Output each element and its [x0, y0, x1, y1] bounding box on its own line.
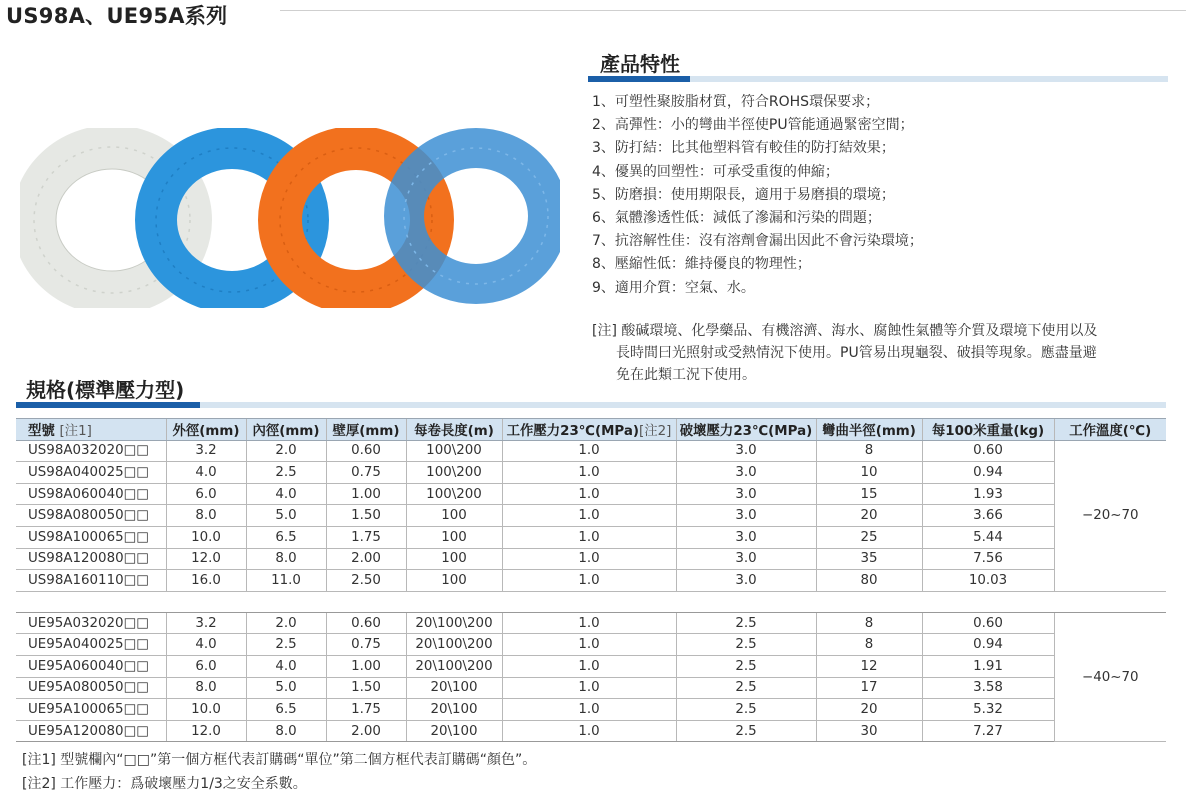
table-cell: 12.0	[166, 720, 246, 742]
table-cell: 0.60	[326, 440, 406, 462]
table-cell: US98A040025□□	[16, 462, 166, 484]
features-heading-accent	[588, 76, 690, 82]
table-cell: 2.5	[676, 720, 816, 742]
table-row	[16, 440, 1166, 462]
features-heading: 產品特性	[600, 52, 680, 76]
table-cell: 100\200	[406, 483, 502, 505]
feature-item: 2、高彈性：小的彎曲半徑使PU管能通過緊密空間；	[592, 117, 914, 134]
table-cell: UE95A032020□□	[16, 612, 166, 634]
table-cell: 6.5	[246, 526, 326, 548]
table-row	[16, 570, 1166, 592]
table-cell: 10.0	[166, 699, 246, 721]
footnote-2: [注2] 工作壓力：爲破壞壓力1/3之安全系數。	[22, 776, 307, 792]
table-cell: 1.0	[502, 634, 676, 656]
table-cell: 0.94	[922, 462, 1054, 484]
table-cell: 6.0	[166, 483, 246, 505]
spec-heading: 規格(標準壓力型)	[26, 378, 185, 402]
table-cell: US98A060040□□	[16, 483, 166, 505]
table-cell: 100\200	[406, 462, 502, 484]
table-cell: 1.0	[502, 483, 676, 505]
table-cell: 3.0	[676, 505, 816, 527]
table-cell: 6.0	[166, 655, 246, 677]
col-od: 外徑(mm)	[166, 419, 246, 441]
table-cell: 1.0	[502, 677, 676, 699]
table-cell: 1.0	[502, 612, 676, 634]
table-cell: 6.5	[246, 699, 326, 721]
table-cell: 2.0	[246, 612, 326, 634]
table-cell: 8	[816, 634, 922, 656]
feature-item: 1、可塑性聚胺脂材質，符合ROHS環保要求；	[592, 94, 880, 110]
table-cell: 5.0	[246, 677, 326, 699]
table-cell: 2.5	[246, 634, 326, 656]
table-cell: 2.5	[676, 612, 816, 634]
table-cell: 0.94	[922, 634, 1054, 656]
table-cell: 2.00	[326, 720, 406, 742]
table-cell: 16.0	[166, 570, 246, 592]
col-temp: 工作溫度(℃)	[1054, 419, 1166, 441]
table-cell: 1.0	[502, 720, 676, 742]
table-cell: 1.0	[502, 462, 676, 484]
table-row	[16, 720, 1166, 742]
table-cell: 0.60	[326, 612, 406, 634]
col-burst-pressure: 破壞壓力23℃(MPa)	[676, 419, 816, 441]
table-cell: US98A160110□□	[16, 570, 166, 592]
table-row	[16, 548, 1166, 570]
table-cell: UE95A080050□□	[16, 677, 166, 699]
table-cell: 1.0	[502, 655, 676, 677]
feature-item: 6、氣體滲透性低：減低了滲漏和污染的問題；	[592, 210, 881, 227]
table-cell: 10	[816, 462, 922, 484]
table-cell: 4.0	[166, 462, 246, 484]
table-cell: 20\100	[406, 677, 502, 699]
table-row	[16, 505, 1166, 527]
table-row	[16, 462, 1166, 484]
table-cell: UE95A100065□□	[16, 699, 166, 721]
table-cell: 8	[816, 612, 922, 634]
table-cell: 20\100	[406, 720, 502, 742]
table-cell: UE95A040025□□	[16, 634, 166, 656]
table-cell: 1.91	[922, 655, 1054, 677]
table-row	[16, 483, 1166, 505]
table-cell: 100	[406, 526, 502, 548]
table-cell: 1.50	[326, 677, 406, 699]
table-cell: 1.0	[502, 699, 676, 721]
product-photo	[20, 128, 560, 308]
col-id: 內徑(mm)	[246, 419, 326, 441]
table-cell: 100	[406, 570, 502, 592]
table-cell: 2.5	[676, 655, 816, 677]
table-cell: 3.0	[676, 483, 816, 505]
table-cell: 3.0	[676, 548, 816, 570]
feature-item: 4、優異的回塑性：可承受重復的伸縮；	[592, 163, 839, 180]
table-cell: 2.5	[676, 634, 816, 656]
table-row	[16, 612, 1166, 634]
table-cell: 20\100\200	[406, 655, 502, 677]
table-row	[16, 699, 1166, 721]
table-cell: 15	[816, 483, 922, 505]
table-cell: 8	[816, 440, 922, 462]
table-cell: 8.0	[166, 677, 246, 699]
table-cell: 3.2	[166, 440, 246, 462]
table-cell: 0.75	[326, 634, 406, 656]
table-cell: 3.0	[676, 462, 816, 484]
table-cell: 20\100	[406, 699, 502, 721]
table-cell: 20\100\200	[406, 634, 502, 656]
table-cell: 11.0	[246, 570, 326, 592]
table-cell: 1.50	[326, 505, 406, 527]
table-cell: 1.0	[502, 570, 676, 592]
table-cell: 1.00	[326, 655, 406, 677]
table-cell: 35	[816, 548, 922, 570]
table-cell: 2.5	[676, 699, 816, 721]
table-cell: 100	[406, 505, 502, 527]
col-weight: 每100米重量(kg)	[922, 419, 1054, 441]
spec-table	[16, 418, 1166, 742]
table-cell: 0.60	[922, 612, 1054, 634]
feature-item: 3、防打結：比其他塑料管有較佳的防打結效果；	[592, 140, 895, 157]
table-cell: 3.0	[676, 440, 816, 462]
table-cell: 20\100\200	[406, 612, 502, 634]
table-cell: 3.0	[676, 526, 816, 548]
table-cell: 1.0	[502, 505, 676, 527]
features-note-line: 免在此類工況下使用。	[616, 367, 756, 383]
temp-range-cell: −40~70	[1054, 612, 1166, 742]
table-row	[16, 634, 1166, 656]
temp-range-cell: −20~70	[1054, 440, 1166, 591]
table-cell: 5.32	[922, 699, 1054, 721]
table-cell: 8.0	[246, 548, 326, 570]
table-cell: 7.56	[922, 548, 1054, 570]
table-cell: 0.60	[922, 440, 1054, 462]
table-cell: 0.75	[326, 462, 406, 484]
spec-heading-accent	[16, 402, 200, 408]
footnote-1: [注1] 型號欄內“□□”第一個方框代表訂購碼“單位”第二個方框代表訂購碼“顏色”。	[22, 752, 537, 768]
col-bend-radius: 彎曲半徑(mm)	[816, 419, 922, 441]
table-cell: 3.2	[166, 612, 246, 634]
table-cell: UE95A120080□□	[16, 720, 166, 742]
col-model: 型號 [注1]	[16, 419, 166, 441]
col-length: 每卷長度(m)	[406, 419, 502, 441]
spec-header-row	[16, 419, 1166, 441]
table-cell: 1.75	[326, 526, 406, 548]
table-cell: 100	[406, 548, 502, 570]
table-cell: 4.0	[246, 655, 326, 677]
features-note-line: 長時間曰光照射或受熱情況下使用。PU管易出現龜裂、破損等現象。應盡量避	[616, 345, 1097, 361]
table-cell: 10.0	[166, 526, 246, 548]
spec-group-us98a	[16, 440, 1166, 591]
table-cell: 1.0	[502, 440, 676, 462]
table-cell: 12.0	[166, 548, 246, 570]
feature-item: 5、防磨損：使用期限長，適用于易磨損的環境；	[592, 186, 895, 203]
table-row	[16, 655, 1166, 677]
table-cell: 5.0	[246, 505, 326, 527]
table-cell: 20	[816, 699, 922, 721]
table-cell: 2.00	[326, 548, 406, 570]
table-cell: US98A080050□□	[16, 505, 166, 527]
table-cell: 12	[816, 655, 922, 677]
table-cell: 100\200	[406, 440, 502, 462]
features-note-line: [注] 酸碱環境、化學藥品、有機溶濟、海水、腐蝕性氣體等介質及環境下使用以及	[592, 323, 1098, 339]
col-wall: 壁厚(mm)	[326, 419, 406, 441]
table-cell: 8.0	[166, 505, 246, 527]
col-work-pressure: 工作壓力23℃(MPa)[注2]	[502, 419, 676, 441]
features-list	[592, 91, 923, 300]
feature-item: 9、適用介質：空氣、水。	[592, 279, 755, 296]
table-cell: 25	[816, 526, 922, 548]
feature-item: 8、壓縮性低：維持優良的物理性；	[592, 256, 811, 273]
table-row	[16, 677, 1166, 699]
table-cell: 2.0	[246, 440, 326, 462]
table-cell: 4.0	[246, 483, 326, 505]
table-cell: 7.27	[922, 720, 1054, 742]
table-cell: 8.0	[246, 720, 326, 742]
group-spacer	[16, 591, 1166, 612]
table-cell: 4.0	[166, 634, 246, 656]
table-cell: 3.0	[676, 570, 816, 592]
table-cell: US98A120080□□	[16, 548, 166, 570]
table-cell: 2.5	[676, 677, 816, 699]
table-cell: 3.66	[922, 505, 1054, 527]
table-cell: 1.00	[326, 483, 406, 505]
table-cell: 2.50	[326, 570, 406, 592]
table-cell: 5.44	[922, 526, 1054, 548]
table-cell: US98A032020□□	[16, 440, 166, 462]
table-cell: 80	[816, 570, 922, 592]
table-cell: 20	[816, 505, 922, 527]
table-cell: 3.58	[922, 677, 1054, 699]
table-cell: 2.5	[246, 462, 326, 484]
table-cell: 1.93	[922, 483, 1054, 505]
table-cell: US98A100065□□	[16, 526, 166, 548]
table-cell: 1.0	[502, 526, 676, 548]
table-cell: 1.75	[326, 699, 406, 721]
title-divider	[280, 10, 1186, 11]
table-cell: 1.0	[502, 548, 676, 570]
spec-group-ue95a	[16, 612, 1166, 742]
table-cell: 17	[816, 677, 922, 699]
feature-item: 7、抗溶解性佳：沒有溶劑會漏出因此不會污染環境；	[592, 233, 923, 250]
table-cell: UE95A060040□□	[16, 655, 166, 677]
features-note	[592, 320, 1172, 386]
table-row	[16, 526, 1166, 548]
table-cell: 10.03	[922, 570, 1054, 592]
table-cell: 30	[816, 720, 922, 742]
page-title: US98A、UE95A系列	[6, 4, 228, 28]
